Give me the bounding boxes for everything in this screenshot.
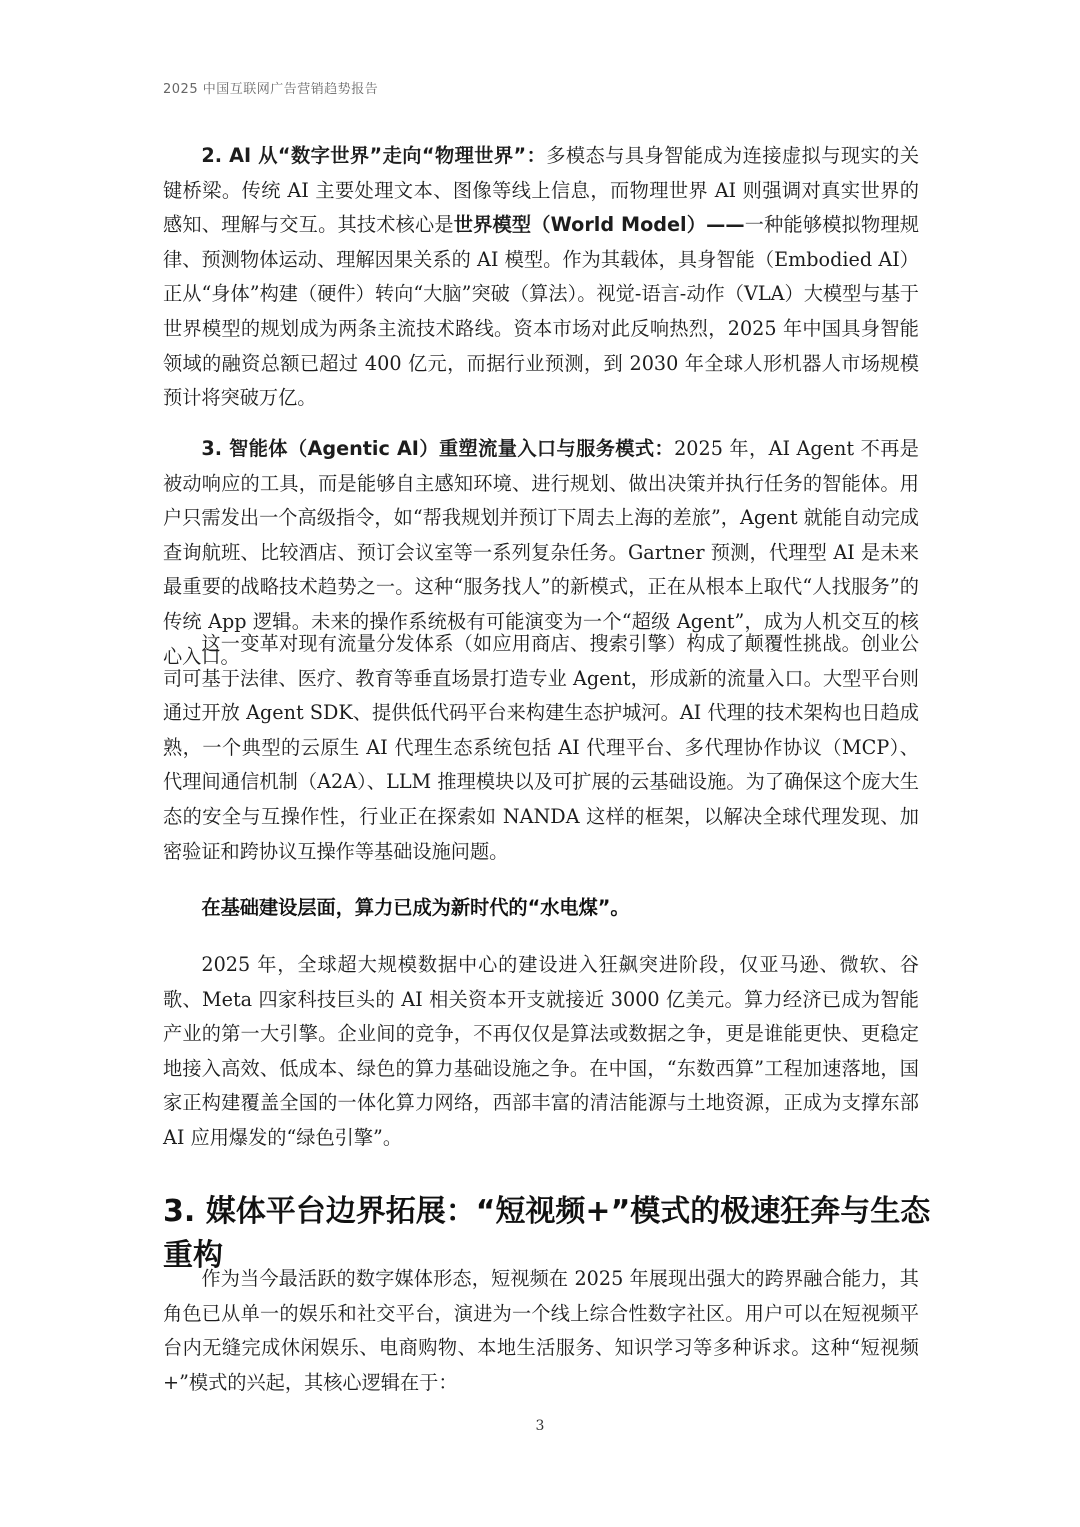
section-heading: 3. 媒体平台边界拓展：“短视频+”模式的极速狂奔与生态重构 <box>163 1194 931 1273</box>
page-number: 3 <box>535 1418 545 1434</box>
paragraph-traffic-disruption <box>163 627 919 869</box>
paragraph-text: 2025 年，AI Agent 不再是被动响应的工具，而是能够自主感知环境、进行规划、做出决策并执行任务的智能体。用户只需发出一个高级指令，如“帮我规划并预订下周去上海的差旅”，Agent 就能自动完成查询航班、比较酒店、预订会议室等一系列复杂任务。Gartner 预测，代理型 AI 是未来最重要的战略技术趋势之一。这种“服务找人”的新模式，正在从根本上取代“人找服务”的传统 App 逻辑。未来的操作系统极有可能演变为一个“超级 Agent”，成为人机交互的核心入口。 <box>163 437 919 668</box>
paragraph-text: 作为当今最活跃的数字媒体形态，短视频在 2025 年展现出强大的跨界融合能力，其角色已从单一的娱乐和社交平台，演进为一个线上综合性数字社区。用户可以在短视频平台内无缝完成休闲娱乐、电商购物、本地生活服务、知识学习等多种诉求。这种“短视频+”模式的兴起，其核心逻辑在于： <box>163 1267 919 1394</box>
paragraph-lead: 2. AI 从“数字世界”走向“物理世界”： <box>201 144 547 167</box>
paragraph-lead: 3. 智能体（Agentic AI）重塑流量入口与服务模式： <box>201 437 675 460</box>
paragraph-bold-term: 世界模型（World Model）—— <box>453 213 745 237</box>
bold-statement: 在基础建设层面，算力已成为新时代的“水电煤”。 <box>201 896 630 919</box>
running-header: 2025 中国互联网广告营销趋势报告 <box>163 82 379 97</box>
paragraph-short-video <box>163 1262 919 1400</box>
paragraph-text: 2025 年，全球超大规模数据中心的建设进入狂飙突进阶段，仅亚马逊、微软、谷歌、Meta 四家科技巨头的 AI 相关资本开支就接近 3000 亿美元。算力经济已成为智能产业的第一大引擎。企业间的竞争，不再仅仅是算法或数据之争，更是谁能更快、更稳定地接入高效、低成本、绿色的算力基础设施之争。在中国，“东数西算”工程加速落地，国家正构建覆盖全国的一体化算力网络，西部丰富的清洁能源与土地资源，正成为支撑东部 AI 应用爆发的“绿色引擎”。 <box>163 953 919 1149</box>
paragraph-text: 一种能够模拟物理规律、预测物体运动、理解因果关系的 AI 模型。作为其载体，具身智能（Embodied AI）正从“身体”构建（硬件）转向“大脑”突破（算法）。视觉-语言-动作（VLA）大模型与基于世界模型的规划成为两条主流技术路线。资本市场对此反响热烈，2025 年中国具身智能领域的融资总额已超过 400 亿元，而据行业预测，到 2030 年全球人形机器人市场规模预计将突破万亿。 <box>163 213 920 410</box>
paragraph-text: 这一变革对现有流量分发体系（如应用商店、搜索引擎）构成了颠覆性挑战。创业公司可基于法律、医疗、教育等垂直场景打造专业 Agent，形成新的流量入口。大型平台则通过开放 Agent SDK、提供低代码平台来构建生态护城河。AI 代理的技术架构也日趋成熟，一个典型的云原生 AI 代理生态系统包括 AI 代理平台、多代理协作协议（MCP）、代理间通信机制（A2A）、LLM 推理模块以及可扩展的云基础设施。为了确保这个庞大生态的安全与互操作性，行业正在探索如 NANDA 这样的框架，以解决全球代理发现、加密验证和跨协议互操作等基础设施问题。 <box>163 632 919 863</box>
paragraph-compute-infrastructure <box>163 948 919 1156</box>
paragraph-text: 多模态与具身智能成为连接虚拟与现实的关键桥梁。传统 AI 主要处理文本、图像等线上信息，而物理世界 AI 则强调对真实世界的感知、理解与交互。其技术核心是 <box>163 144 920 237</box>
paragraph-ai-physical-world <box>163 139 919 416</box>
